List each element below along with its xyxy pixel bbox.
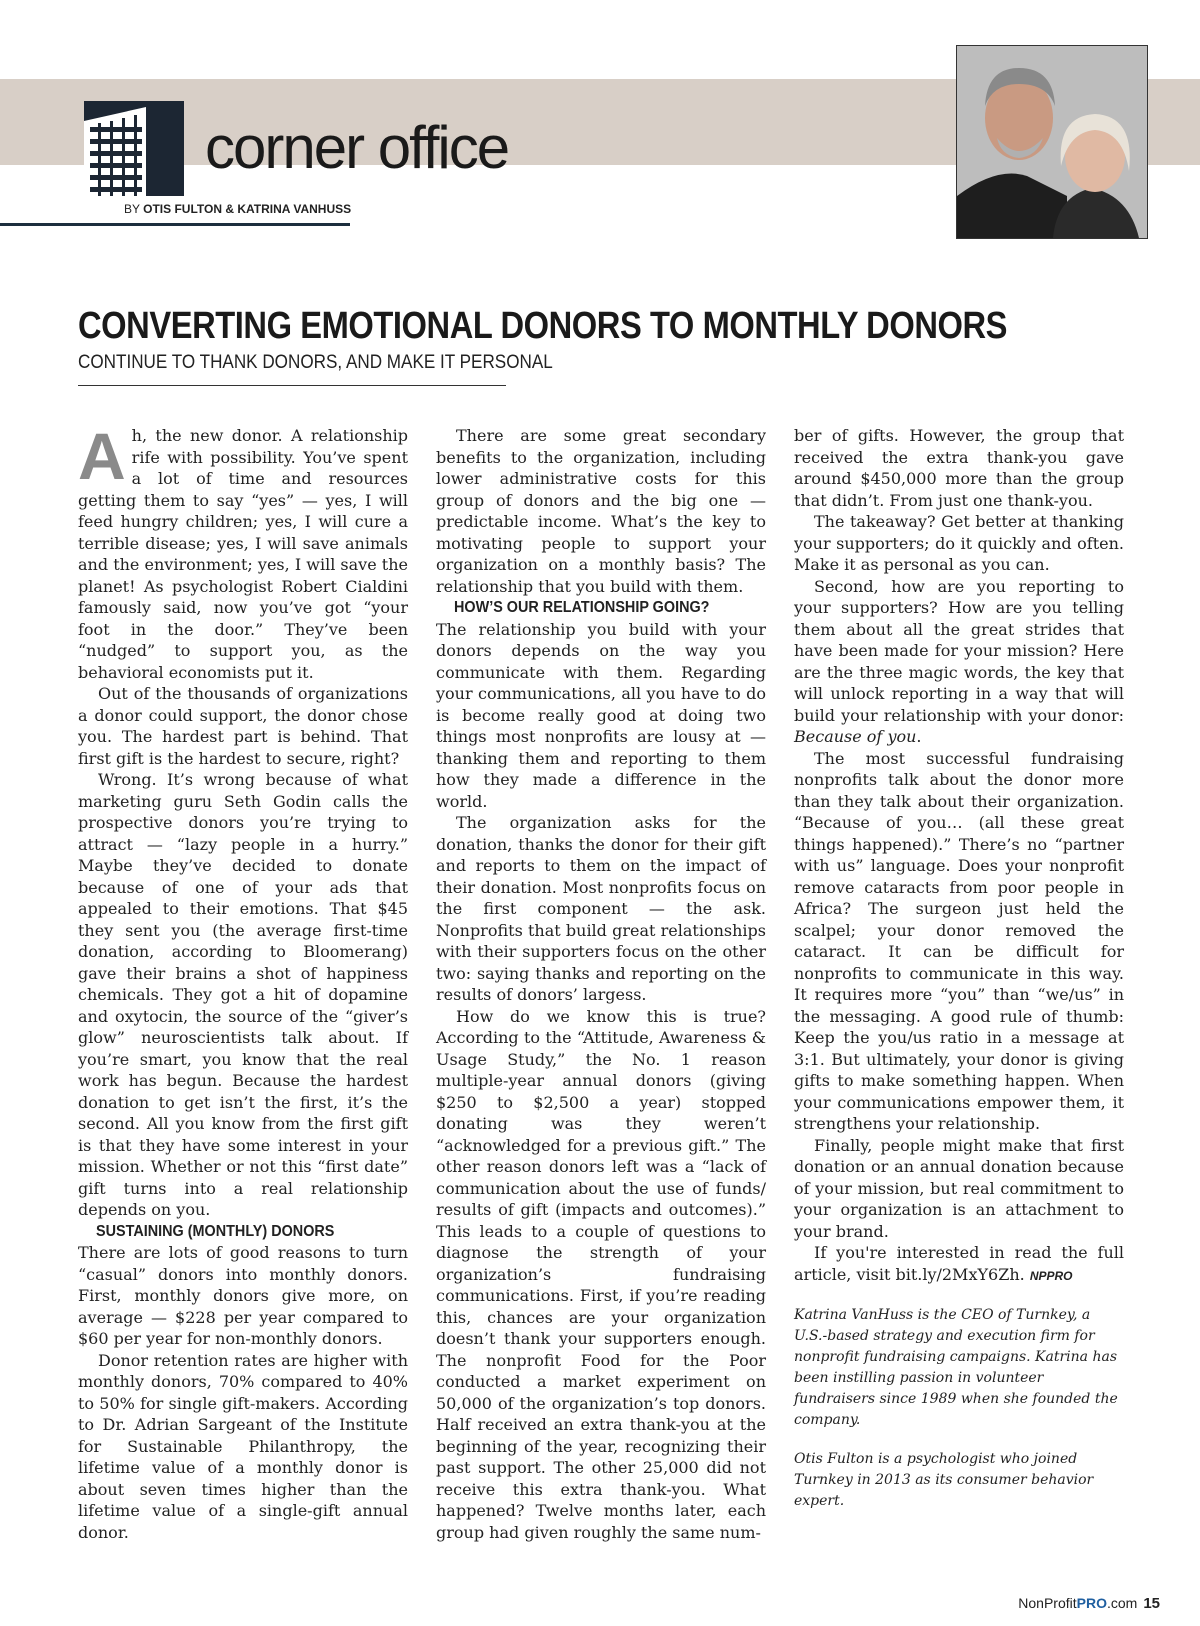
- building-logo-icon: [84, 101, 184, 196]
- paragraph: [78, 419, 408, 683]
- page-footer: [1018, 1595, 1160, 1612]
- paragraph: The most successful fundraising nonprofits talk about the donor more than they talk about their organization. “Because of you… (all these great things happened).” There’s no “partner with us” language. Does your nonprofit remove cataracts from poor people in Africa? The surgeon just held the scalpel; your donor removed the cataract. It can be difficult for nonprofits to communicate in this way. It requires more “you” than “we/us” in the messaging. A good rule of thumb: Keep the you/us ratio in a message at 3:1. But ultimately, your donor is giving gifts to make something happen. When your communications empower them, it strengthens your relationship.: [794, 748, 1124, 1133]
- signoff-mark: NPPRO: [1029, 1268, 1073, 1283]
- paragraph: Out of the thousands of organizations a donor could support, the donor chose you. The hardest part is behind. That first gift is the hardest to secure, right?: [78, 684, 408, 768]
- article-deck: CONTINUE TO THANK DONORS, AND MAKE IT PERSONAL: [78, 352, 553, 373]
- byline: [124, 202, 351, 216]
- column-1: [78, 419, 408, 1543]
- drop-cap: A: [78, 419, 126, 493]
- paragraph-end: .: [916, 727, 922, 746]
- paragraph-text: Second, how are you reporting to your supporters? How are you telling them about all the great strides that have been made for your mission? Here are the three magic words, the key that will unlock reporting in a way that will build your relationship with your donor:: [794, 576, 1124, 725]
- paragraph: ber of gifts. However, the group that received the extra thank-you gave around $450,000 more than the group that didn’t. From just one thank-you.: [794, 426, 1124, 510]
- footer-brand-c: .com: [1106, 1595, 1138, 1611]
- deck-rule: [78, 385, 506, 386]
- paragraph: Wrong. It’s wrong because of what marketing guru Seth Godin calls the prospective donors you’re trying to attract — “lazy people in a hurry.” Maybe they’ve decided to donate because of one of your ads that appealed to their emotions. That $45 they sent you (the average first-time donation, according to Bloomerang) gave their brains a shot of happiness chemicals. They got a hit of dopamine and oxytocin, the source of the “giver’s glow” neuroscientists talk about. If you’re smart, you know that the real work has begun. Because the hardest donation to get isn’t the first, it’s the second. All you know from the first gift is that they have some interest in your mission. Whether or not this “first date” gift turns into a real relationship depends on you.: [78, 770, 408, 1219]
- footer-brand-a: NonProfit: [1018, 1595, 1077, 1611]
- byline-authors: OTIS FULTON & KATRINA VANHUSS: [143, 202, 352, 216]
- column-3: [794, 425, 1124, 1512]
- paragraph: [794, 576, 1124, 748]
- author-bio-katrina: Katrina VanHuss is the CEO of Turnkey, a U.S.-based strategy and execution firm for nonprofit fundraising campaigns. Katrina has been instilling passion in volunteer fundraisers since 1989 when she founded the company.: [794, 1307, 1118, 1428]
- article-headline: CONVERTING EMOTIONAL DONORS TO MONTHLY DONORS: [78, 305, 1008, 347]
- paragraph: The organization asks for the donation, thanks the donor for their gift and reports to them on the impact of their donation. Most nonprofits focus on the first component — the ask. Nonprofits that build great relationships with their supporters focus on the other two: saying thanks and reporting on the results of donors’ largess.: [436, 813, 766, 1004]
- section-subhead: HOW’S OUR RELATIONSHIP GOING?: [454, 599, 710, 616]
- paragraph: How do we know this is true? According to the “Attitude, Awareness & Usage Study,” the No. 1 reason multiple-year annual donors (giving $250 to $2,500 a year) stopped donating was they weren’t “acknowledged for a previous gift.” The other reason donors left was a “lack of communication about the use of funds/ results of gift (impacts and outcomes).” This leads to a couple of questions to diagnose the strength of your organization’s fundraising communications. First, if you’re reading this, chances are your organization doesn’t thank your supporters enough. The nonprofit Food for the Poor conducted a market experiment on 50,000 of the organization’s top donors. Half received an extra thank-you at the beginning of the year, recognizing their past support. The other 25,000 did not receive this extra thank-you. What happened? Twelve months later, each group had given roughly the same num-: [436, 1006, 766, 1542]
- page-number: 15: [1143, 1595, 1160, 1612]
- column-title: corner office: [205, 114, 509, 181]
- paragraph: Finally, people might make that first donation or an annual donation because of your mission, but real commitment to your organization is an attachment to your brand.: [794, 1135, 1124, 1241]
- column-2: [436, 425, 766, 1543]
- byline-prefix: BY: [124, 202, 140, 216]
- paragraph-text: If you're interested in read the full article, visit bit.ly/2MxY6Zh.: [794, 1243, 1124, 1284]
- section-subhead: SUSTAINING (MONTHLY) DONORS: [96, 1222, 335, 1240]
- paragraph: Donor retention rates are higher with monthly donors, 70% compared to 40% to 50% for single gift-makers. According to Dr. Adrian Sargeant of the Institute for Sustainable Philanthropy, the lifetime value of a monthly donor is about seven times higher than the lifetime value of a single-gift annual donor.: [78, 1350, 408, 1542]
- emphasis-text: Because of you: [794, 727, 917, 746]
- author-bio-otis: Otis Fulton is a psychologist who joined Turnkey in 2013 as its consumer behavior expert.: [794, 1451, 1094, 1509]
- footer-brand-b: PRO: [1076, 1595, 1107, 1611]
- paragraph: The takeaway? Get better at thanking your supporters; do it quickly and often. Make it as personal as you can.: [794, 512, 1124, 574]
- paragraph: [794, 1242, 1124, 1287]
- authors-photo: [956, 45, 1148, 239]
- header-rule: [0, 223, 350, 226]
- paragraph: There are lots of good reasons to turn “casual” donors into monthly donors. First, monthly donors give more, on average — $228 per year compared to $60 per year for non-monthly donors.: [78, 1243, 408, 1348]
- paragraph: There are some great secondary benefits to the organization, including lower administrative costs for this group of donors and the big one — predictable income. What’s the key to motivating people to support your organization on a monthly basis? The relationship that you build with them.: [436, 426, 766, 596]
- paragraph-text: h, the new donor. A relationship rife with possibility. You’ve spent a lot of time and resources getting them to say “yes” — yes, I will feed hungry children; yes, I will cure a terrible disease; yes, I will save animals and the environment; yes, I will save the planet! As psychologist Robert Cialdini famously said, now you’ve got “your foot in the door.” They’ve been “nudged” to support you, as the behavioral economists put it.: [78, 426, 408, 682]
- paragraph: The relationship you build with your donors depends on the way you communicate with them. Regarding your communications, all you have to do is become really good at doing two things most nonprofits are lousy at — thanking them and reporting to them how they made a difference in the world.: [436, 619, 766, 811]
